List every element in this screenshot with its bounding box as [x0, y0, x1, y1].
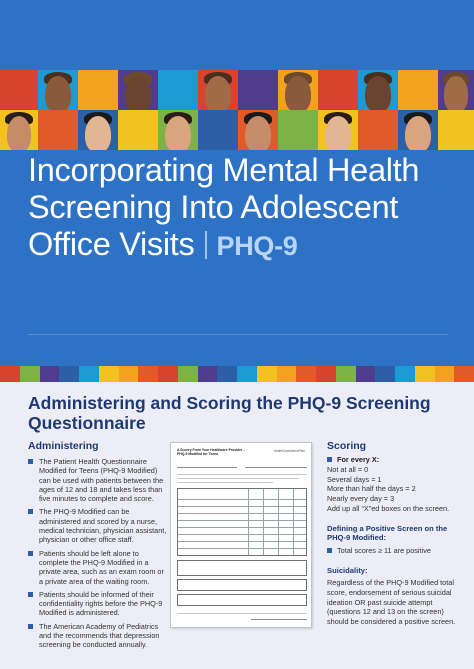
color-tile: [318, 70, 358, 110]
positive-screen-heading: Defining a Positive Screen on the PHQ-9 Modified:: [327, 523, 448, 543]
portrait-photo: [0, 110, 38, 150]
suicidality-text: Regardless of the PHQ-9 Modified total score, endorsement of serious suicidal ideation OR past suicide attempt (questions 12 and 13 on the screen) should be considered a positive screen.: [327, 578, 456, 627]
scoring-lead: For every X:: [337, 455, 380, 464]
form-rule: [177, 478, 299, 479]
portrait-photo: [238, 110, 278, 150]
table-row-line: [178, 499, 306, 500]
table-row-line: [178, 520, 306, 521]
list-item: The Patient Health Questionnaire Modified for Teens (PHQ-9 Modified) can be used with patients between the ages of 12 and 18 and takes less than five minutes to complete and score.: [28, 457, 168, 503]
suicidality-heading: Suicidality:: [327, 565, 368, 575]
portrait-photo: [358, 70, 398, 110]
portrait-photo: [38, 70, 78, 110]
color-band: [0, 366, 474, 382]
scoring-lead-row: [327, 455, 457, 465]
band-segment: [40, 366, 60, 382]
bullet-square: [327, 548, 332, 553]
color-tile: [38, 110, 78, 150]
portrait-photo: [398, 110, 438, 150]
title-divider: [205, 231, 207, 259]
table-row-line: [178, 506, 306, 507]
administering-column: [28, 440, 168, 654]
portrait-photo: [118, 70, 158, 110]
band-segment: [158, 366, 178, 382]
title-line-1: Incorporating Mental Health: [28, 152, 420, 188]
score-line: More than half the days = 2: [327, 484, 416, 494]
form-table: [177, 488, 307, 556]
band-segment: [178, 366, 198, 382]
table-column-line: [263, 489, 264, 555]
form-rule: [177, 613, 307, 614]
administering-list: [28, 457, 168, 650]
table-row-line: [178, 541, 306, 542]
title-line-2: Screening Into Adolescent: [28, 189, 399, 225]
band-segment: [138, 366, 158, 382]
positive-screen-item: Total scores ≥ 11 are positive: [337, 545, 431, 555]
portrait-photo: [78, 110, 118, 150]
form-logo: HealthCareActionPlan: [273, 449, 305, 453]
color-tile: [238, 70, 278, 110]
color-tile: [278, 110, 318, 150]
form-rule: [251, 619, 307, 620]
color-tile: [158, 70, 198, 110]
form-rule: [245, 467, 307, 468]
administering-heading: Administering: [28, 440, 99, 452]
color-tile: [438, 110, 474, 150]
band-segment: [277, 366, 297, 382]
band-segment: [59, 366, 79, 382]
table-column-line: [278, 489, 279, 555]
list-item: The PHQ-9 Modified can be administered and scored by a nurse, medical technician, physician assistant, physician or other office staff.: [28, 507, 168, 544]
band-segment: [375, 366, 395, 382]
portrait-photo: [158, 110, 198, 150]
table-column-line: [293, 489, 294, 555]
color-tile: [78, 70, 118, 110]
table-row-line: [178, 548, 306, 549]
band-segment: [454, 366, 474, 382]
form-rule: [177, 482, 273, 483]
list-item: The American Academy of Pediatrics and the recommends that depression screening be conducted annually.: [28, 622, 168, 650]
form-rule: [177, 474, 307, 475]
color-tile: [0, 70, 38, 110]
band-segment: [435, 366, 455, 382]
list-item: Patients should be left alone to complete the PHQ-9 Modified in a private area, such as an exam room or a private area of the waiting room.: [28, 549, 168, 586]
band-segment: [257, 366, 277, 382]
table-row-line: [178, 527, 306, 528]
portrait-photo: [198, 70, 238, 110]
color-tile: [198, 110, 238, 150]
title-line-3-text: Office Visits: [28, 226, 195, 262]
band-segment: [198, 366, 218, 382]
color-tile: [358, 110, 398, 150]
form-title: A Survey From Your Healthcare Provider – PHQ-9 Modified for Teens: [177, 448, 246, 457]
score-line: Nearly every day = 3: [327, 494, 395, 504]
cover-title: [28, 152, 458, 265]
table-row-line: [178, 534, 306, 535]
form-box: [177, 594, 307, 606]
band-segment: [119, 366, 139, 382]
band-segment: [356, 366, 376, 382]
score-line: Add up all “X”ed boxes on the screen.: [327, 503, 450, 513]
band-segment: [316, 366, 336, 382]
color-tile: [118, 110, 158, 150]
band-segment: [395, 366, 415, 382]
band-segment: [296, 366, 316, 382]
band-segment: [0, 366, 20, 382]
table-column-line: [248, 489, 249, 555]
positive-screen-row: [327, 546, 457, 556]
cover-rule: [28, 334, 448, 335]
phq-tag: PHQ-9: [216, 231, 298, 261]
portrait-photo: [438, 70, 474, 110]
color-tile: [398, 70, 438, 110]
bullet-square: [327, 457, 332, 462]
band-segment: [237, 366, 257, 382]
portrait-photo: [318, 110, 358, 150]
form-rule: [177, 467, 237, 468]
portrait-photo: [278, 70, 318, 110]
title-line-3: [28, 226, 458, 265]
list-item: Patients should be informed of their confidentiality rights before the PHQ-9 Modified is administered.: [28, 590, 168, 618]
band-segment: [336, 366, 356, 382]
band-segment: [99, 366, 119, 382]
form-box: [177, 560, 307, 576]
score-line: Several days = 1: [327, 474, 382, 484]
band-segment: [20, 366, 40, 382]
questionnaire-preview: [170, 442, 312, 628]
band-segment: [415, 366, 435, 382]
band-segment: [79, 366, 99, 382]
section-heading: Administering and Scoring the PHQ-9 Screening Questionnaire: [28, 393, 431, 433]
scoring-column: [327, 440, 457, 627]
band-segment: [217, 366, 237, 382]
table-row-line: [178, 513, 306, 514]
scoring-heading: Scoring: [327, 440, 367, 452]
score-line: Not at all = 0: [327, 464, 369, 474]
form-box: [177, 579, 307, 591]
